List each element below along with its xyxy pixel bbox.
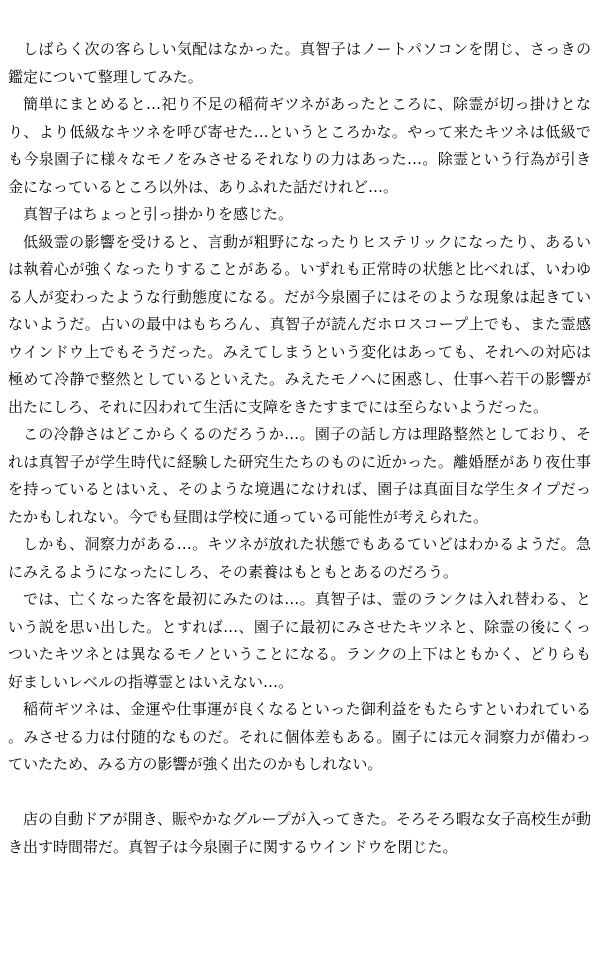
paragraph-4: 低級霊の影響を受けると、言動が粗野になったりヒステリックになったり、あるいは執着心が強くなったりすることがある。いずれも正常時の状態と比べれば、いわゆる人が変わったような行動態度になる。だが今泉園子にはそのような現象は起きていないようだ。占いの最中はもちろん、真智子が読んだホロスコープ上でも、また霊感ウインドウ上でもそうだった。みえてしまうという変化はあっても、それへの対応は極めて冷静で整然としているといえた。みえたモノへに困惑し、仕事へ若干の影響が出たにしろ、それに囚われて生活に支障をきたすまでには至らないようだった。: [8, 232, 591, 416]
paragraph-7: では、亡くなった客を最初にみたのは…。真智子は、霊のランクは入れ替わる、という説を思い出した。とすれば…、園子に最初にみさせたキツネと、除霊の後にくっついたキツネとは異なるモノということになる。ランクの上下はともかく、どりらも好ましいレベルの指導霊とはいえない…。: [8, 590, 591, 691]
paragraph-2: 簡単にまとめると…祀り不足の稲荷ギツネがあったところに、除霊が切っ掛けとなり、より低級なキツネを呼び寄せた…というところかな。やって来たキツネは低級でも今泉園子に様々なモノをみさせるそれなりの力はあった…。除霊という行為が引き金になっているところ以外は、ありふれた話だけれど…。: [8, 95, 591, 196]
paragraph-8: 稲荷ギツネは、金運や仕事運が良くなるといった御利益をもたらすといわれている。みさせる力は付随的なものだ。それに個体差もある。園子には元々洞察力が備わっていたため、みる方の影響が強く出たのかもしれない。: [8, 700, 591, 773]
paragraph-1: しばらく次の客らしい気配はなかった。真智子はノートパソコンを閉じ、さっきの鑑定について整理してみた。: [8, 40, 591, 86]
section-break: [8, 779, 591, 807]
paragraph-3: 真智子はちょっと引っ掛かりを感じた。: [23, 205, 294, 223]
paragraph-9: 店の自動ドアが開き、賑やかなグループが入ってきた。そろそろ暇な女子高校生が動き出す時間帯だ。真智子は今泉園子に関するウインドウを閉じた。: [8, 810, 591, 856]
paragraph-6: しかも、洞察力がある…。キツネが放れた状態でもあるていどはわかるようだ。急にみえるようになったにしろ、その素養はもともとあるのだろう。: [8, 535, 591, 581]
paragraph-5: この冷静さはどこからくるのだろうか…。園子の話し方は理路整然としており、それは真智子が学生時代に経験した研究生たちのものに近かった。離婚歴があり夜仕事を持っているとはいえ、そのような境遇になければ、園子は真面目な学生タイプだったかもしれない。今でも昼間は学校に通っている可能性が考えられた。: [8, 425, 591, 526]
